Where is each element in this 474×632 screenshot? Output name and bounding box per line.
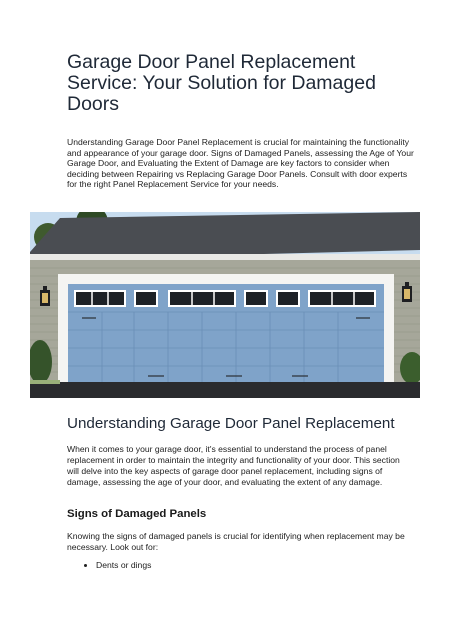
subsection-heading: Signs of Damaged Panels [67, 508, 207, 520]
intro-paragraph: Understanding Garage Door Panel Replacement is crucial for maintaining the functionality and appearance of your garage door. Signs of Damaged Panels, assessing the Age of Your Garage Door, and Evaluating the Extent of Damage are key factors to consider when deciding between Repairing vs Replacing Garage Door Panels. Consult with door experts for the right Panel Replacement Service for your needs. [67, 137, 414, 190]
driveway [30, 382, 420, 398]
lawn [30, 380, 60, 384]
section-paragraph: When it comes to your garage door, it's essential to understand the process of panel replacement in order to maintain the integrity and functionality of your door. This section will delve into the key aspects of garage door panel replacement, including signs of damage, assessing the age of your door, and evaluating the extent of any damage. [67, 444, 400, 487]
subsection-paragraph: Knowing the signs of damaged panels is crucial for identifying when replacement may be necessary. Look out for: [67, 531, 405, 552]
section-heading: Understanding Garage Door Panel Replacement [67, 415, 395, 432]
list-item-label: Dents or dings [96, 560, 152, 570]
page-title: Garage Door Panel Replacement Service: Your Solution for Damaged Doors [67, 51, 376, 115]
list-item [80, 560, 151, 571]
door-windows [74, 290, 376, 307]
bullet-icon [84, 564, 87, 567]
garage-door-photo [30, 212, 420, 398]
gutter [30, 254, 420, 260]
bullet-list [80, 560, 151, 571]
